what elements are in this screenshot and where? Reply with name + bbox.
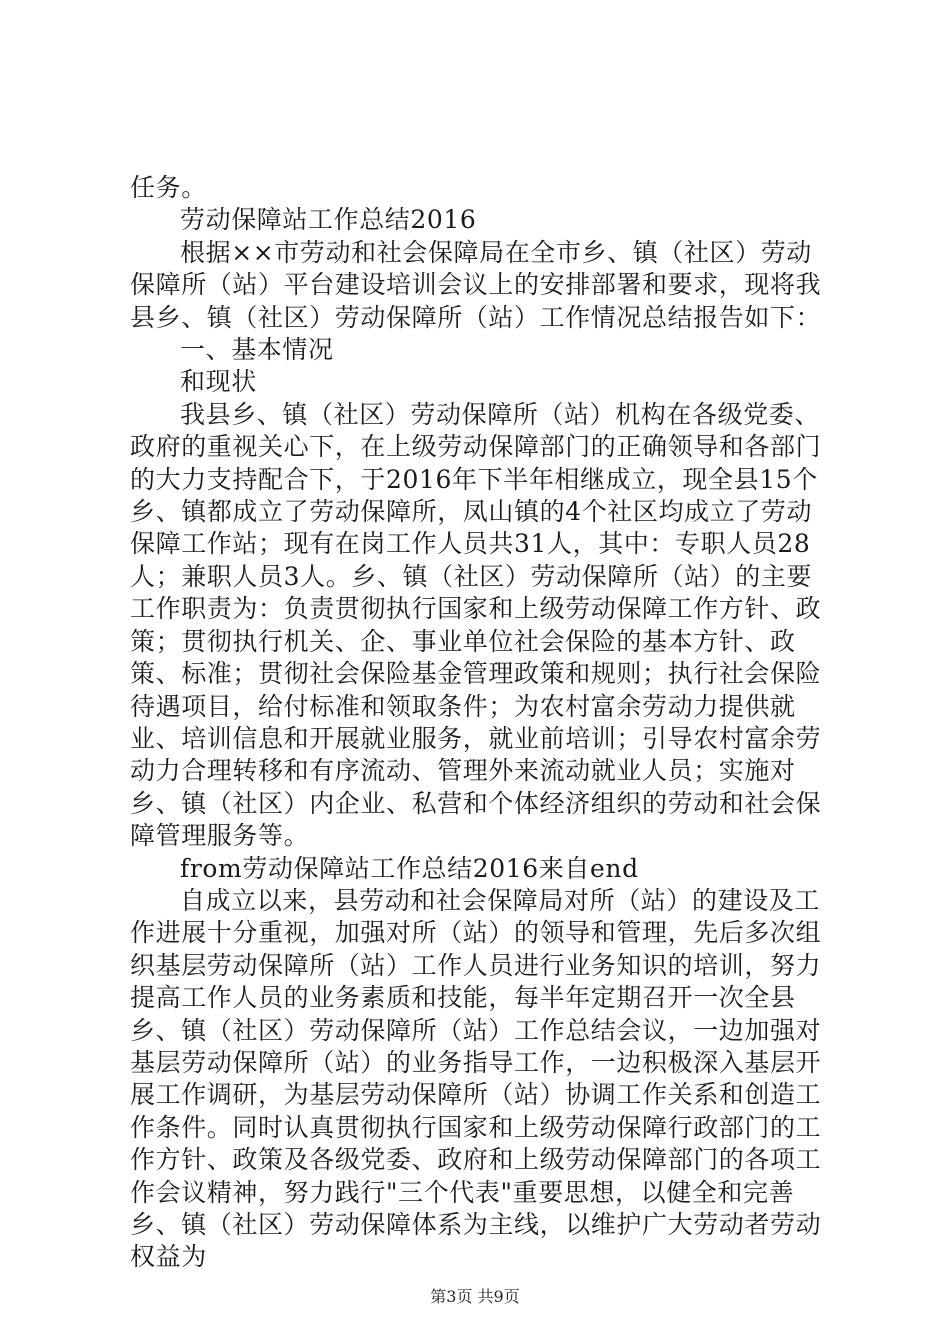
page-footer: 第3页 共9页 xyxy=(430,1287,520,1306)
paragraph-continuation: 任务。 xyxy=(130,173,207,202)
paragraph-intro: 根据××市劳动和社会保障局在全市乡、镇（社区）劳动保障所（站）平台建设培训会议上的安排部署和要求，现将我县乡、镇（社区）劳动保障所（站）工作情况总结报告如下： xyxy=(130,237,822,332)
section-heading: 一、基本情况 xyxy=(180,335,334,365)
paragraph-source-note: from劳动保障站工作总结2016来自end xyxy=(180,853,639,883)
section-heading-continuation: 和现状 xyxy=(180,367,257,397)
paragraph-title: 劳动保障站工作总结2016 xyxy=(180,205,477,235)
paragraph-basic-situation: 我县乡、镇（社区）劳动保障所（站）机构在各级党委、政府的重视关心下，在上级劳动保障部门的正确领导和各部门的大力支持配合下，于2016年下半年相继成立，现全县15个乡、镇都成立了劳动保障所，凤山镇的4个社区均成立了劳动保障工作站；现有在岗工作人员共31人，其中：专职人员28人；兼职人员3人。乡、镇（社区）劳动保障所（站）的主要工作职责为：负责贯彻执行国家和上级劳动保障工作方针、政策；贯彻执行机关、企、事业单位社会保险的基本方针、政策、标准；贯彻社会保险基金管理政策和规则；执行社会保险待遇项目，给付标准和领取条件；为农村富余劳动力提供就业、培训信息和开展就业服务，就业前培训；引导农村富余劳动力合理转移和有序流动、管理外来流动就业人员；实施对乡、镇（社区）内企业、私营和个体经济组织的劳动和社会保障管理服务等。 xyxy=(130,399,822,851)
document-body xyxy=(130,172,830,1274)
paragraph-since-established: 自成立以来，县劳动和社会保障局对所（站）的建设及工作进展十分重视，加强对所（站）的领导和管理，先后多次组织基层劳动保障所（站）工作人员进行业务知识的培训，努力提高工作人员的业务素质和技能，每半年定期召开一次全县乡、镇（社区）劳动保障所（站）工作总结会议，一边加强对基层劳动保障所（站）的业务指导工作，一边积极深入基层开展工作调研，为基层劳动保障所（站）协调工作关系和创造工作条件。同时认真贯彻执行国家和上级劳动保障行政部门的工作方针、政策及各级党委、政府和上级劳动保障部门的各项工作会议精神，努力践行"三个代表"重要思想，以健全和完善乡、镇（社区）劳动保障体系为主线，以维护广大劳动者劳动权益为 xyxy=(130,885,822,1272)
